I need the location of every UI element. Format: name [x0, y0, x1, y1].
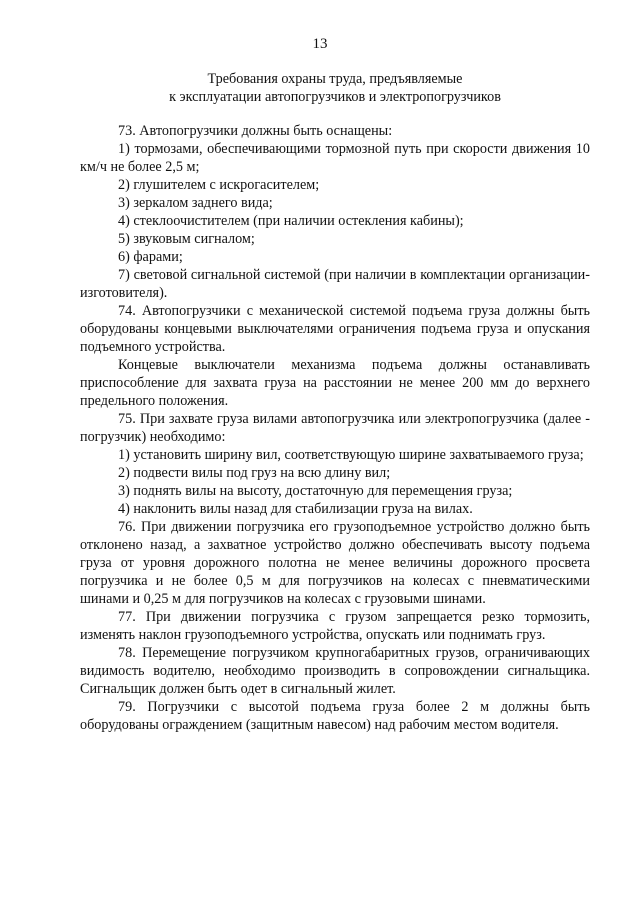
paragraph-74-limit-switches: Концевые выключатели механизма подъема должны останавливать приспособление для захвата груза на расстоянии не менее 200 мм до верхнего предельного положения.	[80, 357, 590, 409]
section-heading-line-1: Требования охраны труда, предъявляемые	[207, 71, 463, 87]
list-item-73-1: 1) тормозами, обеспечивающими тормозной путь при скорости движения 10 км/ч не более 2,5 м;	[80, 141, 590, 175]
list-item-73-7: 7) световой сигнальной системой (при наличии в комплектации организации-изготовителя).	[80, 267, 590, 301]
list-item-73-4: 4) стеклоочистителем (при наличии остекления кабины);	[118, 213, 464, 229]
list-item-73-2: 2) глушителем с искрогасителем;	[118, 177, 320, 193]
list-item-73-6: 6) фарами;	[118, 249, 183, 265]
list-item-75-4: 4) наклонить вилы назад для стабилизации груза на вилах.	[118, 501, 473, 517]
paragraph-75-intro: 75. При захвате груза вилами автопогрузчика или электропогрузчика (далее - погрузчик) необходимо:	[80, 411, 590, 445]
list-item-73-3: 3) зеркалом заднего вида;	[118, 195, 273, 211]
paragraph-74: 74. Автопогрузчики с механической системой подъема груза должны быть оборудованы концевыми выключателями ограничения подъема груза и опускания подъемного устройства.	[80, 303, 590, 355]
list-item-75-1: 1) установить ширину вил, соответствующую ширине захватываемого груза;	[118, 447, 584, 463]
document-body	[80, 122, 590, 734]
paragraph-76: 76. При движении погрузчика его грузоподъемное устройство должно быть отклонено назад, а захватное устройство должно обеспечивать высоту подъема груза от уровня дорожного полотна не менее величины дорожного просвета погрузчика и не более 0,5 м для погрузчиков на колесах с пневматическими шинами и 0,25 м для погрузчиков на колесах с грузовыми шинами.	[80, 519, 590, 607]
paragraph-77: 77. При движении погрузчика с грузом запрещается резко тормозить, изменять наклон грузоподъемного устройства, опускать или поднимать груз.	[80, 609, 590, 643]
paragraph-78: 78. Перемещение погрузчиком крупногабаритных грузов, ограничивающих видимость водителю, необходимо производить в сопровождении сигнальщика. Сигнальщик должен быть одет в сигнальный жилет.	[80, 645, 590, 697]
section-heading	[40, 70, 630, 106]
section-heading-line-2: к эксплуатации автопогрузчиков и электропогрузчиков	[169, 89, 501, 105]
page-number: 13	[312, 36, 328, 52]
list-item-75-3: 3) поднять вилы на высоту, достаточную для перемещения груза;	[118, 483, 513, 499]
list-item-73-5: 5) звуковым сигналом;	[118, 231, 255, 247]
paragraph-73-intro: 73. Автопогрузчики должны быть оснащены:	[118, 123, 393, 139]
paragraph-79: 79. Погрузчики с высотой подъема груза более 2 м должны быть оборудованы ограждением (защитным навесом) над рабочим местом водителя.	[80, 699, 590, 733]
list-item-75-2: 2) подвести вилы под груз на всю длину вил;	[118, 465, 391, 481]
